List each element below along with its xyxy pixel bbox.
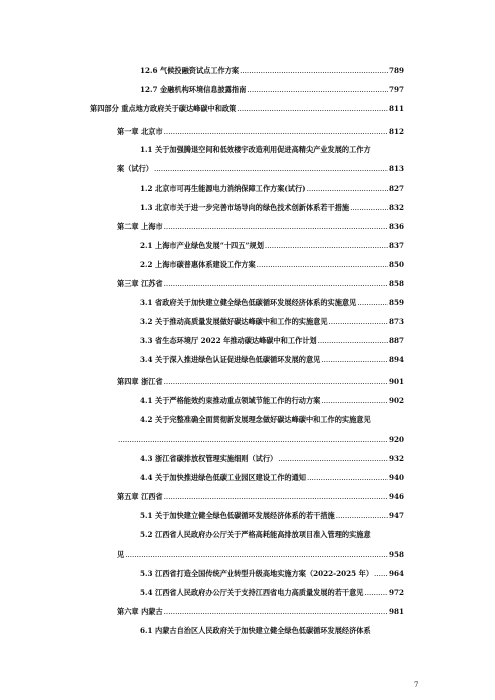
toc-leader-dots <box>240 66 388 76</box>
toc-entry-title: 第四部分 重点地方政府关于碳达峰碳中和政策 <box>90 104 237 113</box>
toc-entry-title: 2.1 上海市产业绿色发展“十四五”规划 <box>140 241 264 250</box>
toc-leader-dots <box>164 279 388 289</box>
toc-entry-5-2-line1[interactable]: 5.2 江西省人民政府办公厅关于严格高耗能高排放项目准入管理的实施意 <box>140 530 371 539</box>
toc-entry-5-2[interactable] <box>117 550 404 560</box>
toc-entry-title: 1.3 北京市关于进一步完善市场导向的绿色技术创新体系若干措施 <box>140 203 350 212</box>
toc-entry-title: 第二章 上海市 <box>117 222 163 231</box>
toc-entry-title: 第三章 江苏省 <box>117 279 163 288</box>
toc-leader-dots <box>237 104 388 114</box>
toc-entry-page: 859 <box>388 298 404 307</box>
toc-leader-dots <box>164 127 388 137</box>
toc-entry-3-3[interactable] <box>140 336 404 346</box>
toc-entry-12-6[interactable] <box>140 66 404 76</box>
toc-leader-dots <box>321 396 388 406</box>
toc-entry-4-2-line1[interactable]: 4.2 关于完整准确全面贯彻新发展理念做好碳达峰碳中和工作的实施意见 <box>140 415 371 424</box>
toc-entry-title: 案（试行） <box>117 164 153 173</box>
toc-entry-title: 1.2 北京市可再生能源电力消纳保障工作方案(试行) <box>140 184 306 193</box>
toc-entry-4-2[interactable] <box>117 435 404 445</box>
toc-leader-dots <box>318 336 388 346</box>
toc-entry-title: 5.4 江西省人民政府办公厅关于支持江西省电力高质量发展的若干意见 <box>140 588 364 597</box>
toc-entry-page: 901 <box>388 377 404 386</box>
toc-leader-dots <box>154 164 388 174</box>
toc-entry-title: 第五章 江西省 <box>117 492 163 501</box>
toc-entry-1-1[interactable] <box>117 164 404 174</box>
toc-entry-page: 797 <box>388 85 404 94</box>
toc-chapter-2[interactable] <box>117 222 404 232</box>
toc-leader-dots <box>336 511 388 521</box>
toc-entry-title: 3.2 关于推动高质量发展做好碳达峰碳中和工作的实施意见 <box>140 317 328 326</box>
toc-entry-page: 837 <box>388 241 404 250</box>
toc-entry-page: 858 <box>388 279 404 288</box>
toc-entry-page: 947 <box>388 511 404 520</box>
toc-chapter-3[interactable] <box>117 279 404 289</box>
toc-entry-4-1[interactable] <box>140 396 404 406</box>
toc-leader-dots <box>278 454 388 464</box>
toc-entry-page: 902 <box>388 396 404 405</box>
toc-entry-3-4[interactable] <box>140 355 404 365</box>
toc-entry-title: 3.4 关于深入推进绿色认证促进绿色低碳循环发展的意见 <box>140 355 321 364</box>
toc-entry-2-2[interactable] <box>140 260 404 270</box>
toc-entry-page: 873 <box>388 317 404 326</box>
toc-chapter-1[interactable] <box>117 127 404 137</box>
toc-entry-title: 4.4 关于加快推进绿色低碳工业园区建设工作的通知 <box>140 473 306 482</box>
toc-leader-dots <box>329 317 388 327</box>
toc-entry-title: 第六章 内蒙古 <box>117 607 163 616</box>
toc-entry-title: 第一章 北京市 <box>117 127 163 136</box>
toc-entry-page: 827 <box>388 184 404 193</box>
toc-entry-page: 789 <box>388 66 404 75</box>
toc-leader-dots <box>257 260 388 270</box>
toc-leader-dots <box>350 203 388 213</box>
toc-entry-title: 3.1 省政府关于加快建立健全绿色低碳循环发展经济体系的实施意见 <box>140 298 357 307</box>
toc-entry-title: 2.2 上海市碳普惠体系建设工作方案 <box>140 260 256 269</box>
toc-entry-page: 981 <box>388 607 404 616</box>
page-number: 7 <box>414 681 419 689</box>
toc-leader-dots <box>247 85 388 95</box>
toc-chapter-6[interactable] <box>117 607 404 617</box>
toc-entry-title: 第四章 浙江省 <box>117 377 163 386</box>
toc-leader-dots <box>118 435 388 445</box>
toc-entry-page: 832 <box>388 203 404 212</box>
toc-entry-title: 12.6 气候投融资试点工作方案 <box>140 66 240 75</box>
toc-entry-title: 见 <box>117 550 125 559</box>
toc-leader-dots <box>164 377 388 387</box>
toc-entry-page: 850 <box>388 260 404 269</box>
toc-entry-1-3[interactable] <box>140 203 404 213</box>
toc-entry-page: 811 <box>388 104 404 113</box>
toc-entry-3-1[interactable] <box>140 298 404 308</box>
toc-entry-page: 812 <box>388 127 404 136</box>
toc-entry-title: 12.7 金融机构环境信息披露指南 <box>140 85 247 94</box>
toc-entry-4-4[interactable] <box>140 473 404 483</box>
toc-entry-page: 932 <box>388 454 404 463</box>
toc-leader-dots <box>125 550 388 560</box>
toc-entry-page: 887 <box>388 336 404 345</box>
toc-part-four[interactable] <box>90 104 404 114</box>
toc-entry-12-7[interactable] <box>140 85 404 95</box>
toc-entry-5-3[interactable] <box>140 569 404 579</box>
toc-entry-page: 920 <box>388 435 404 444</box>
toc-entry-5-1[interactable] <box>140 511 404 521</box>
toc-entry-1-1-line1[interactable]: 1.1 关于加强腾退空间和低效楼宇改造利用促进高精尖产业发展的工作方 <box>140 145 371 154</box>
toc-entry-page: 958 <box>388 550 404 559</box>
toc-leader-dots <box>307 184 388 194</box>
toc-leader-dots <box>321 355 388 365</box>
toc-leader-dots <box>164 607 388 617</box>
toc-entry-title: 4.3 浙江省碳排放权管理实施细则（试行） <box>140 454 278 463</box>
toc-entry-page: 813 <box>388 164 404 173</box>
toc-leader-dots <box>307 473 388 483</box>
toc-leader-dots <box>364 588 388 598</box>
toc-entry-5-4[interactable] <box>140 588 404 598</box>
toc-chapter-4[interactable] <box>117 377 404 387</box>
toc-entry-page: 946 <box>388 492 404 501</box>
toc-leader-dots <box>164 222 388 232</box>
toc-leader-dots <box>374 569 388 579</box>
toc-entry-page: 940 <box>388 473 404 482</box>
toc-entry-page: 836 <box>388 222 404 231</box>
toc-entry-title: 4.1 关于严格能效约束推动重点领域节能工作的行动方案 <box>140 396 321 405</box>
toc-entry-page: 964 <box>388 569 404 578</box>
toc-entry-title: 5.3 江西省打造全国传统产业转型升级高地实施方案（2022-2025 年） <box>140 569 374 578</box>
toc-entry-6-1-line1[interactable]: 6.1 内蒙古自治区人民政府关于加快建立健全绿色低碳循环发展经济体系 <box>140 626 371 635</box>
toc-leader-dots <box>357 298 388 308</box>
toc-entry-page: 894 <box>388 355 404 364</box>
toc-entry-page: 972 <box>388 588 404 597</box>
toc-leader-dots <box>265 241 388 251</box>
toc-entry-4-3[interactable] <box>140 454 404 464</box>
toc-entry-title: 3.3 省生态环境厅 2022 年推动碳达峰碳中和工作计划 <box>140 336 317 345</box>
toc-entry-title: 5.1 关于加快建立健全绿色低碳循环发展经济体系的若干措施 <box>140 511 335 520</box>
toc-chapter-5[interactable] <box>117 492 404 502</box>
toc-entry-1-2[interactable] <box>140 184 404 194</box>
toc-entry-2-1[interactable] <box>140 241 404 251</box>
toc-entry-3-2[interactable] <box>140 317 404 327</box>
toc-leader-dots <box>164 492 388 502</box>
